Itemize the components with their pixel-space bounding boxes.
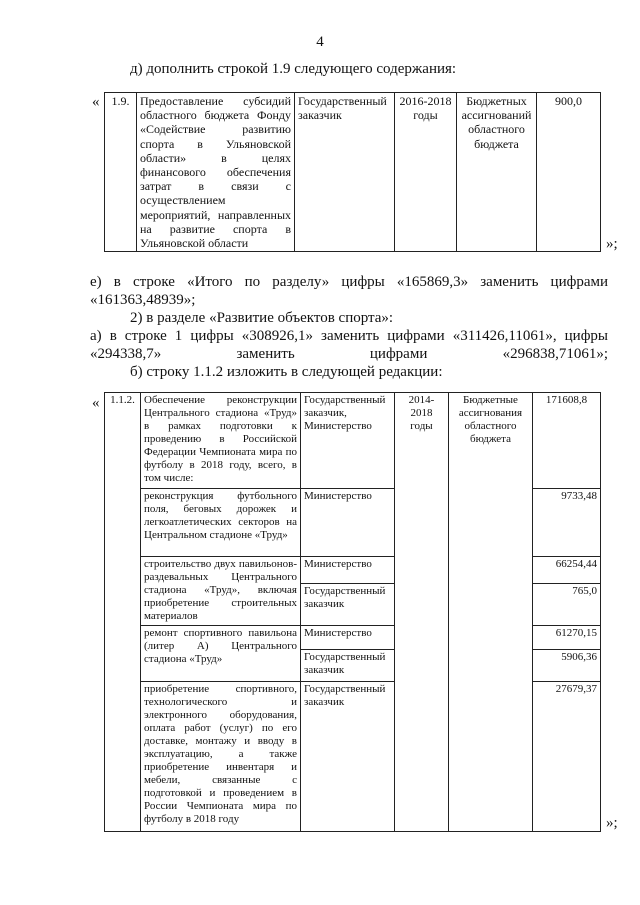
sub-row-amount: 9733,48 (533, 489, 601, 557)
para-a: а) в строке 1 цифры «308926,1» заменить цифрами «311426,11061», цифры «294338,7» заменить цифрами «296838,71061»; (90, 328, 608, 362)
table1 (104, 92, 601, 252)
sub-row-amount: 765,0 (533, 584, 601, 625)
sub-row-text: ремонт спортивного павильона (литер А) Центрального стадиона «Труд» (141, 625, 301, 681)
table1-row (105, 93, 601, 252)
sub-row-customer: Государственный заказчик (301, 584, 395, 625)
table2-source: Бюджетные ассигнования областного бюджета (449, 393, 533, 832)
sub-row-text: строительство двух павильонов-раздевальных Центрального стадиона «Труд», включая приобретение строительных материалов (141, 557, 301, 625)
intro-d: д) дополнить строкой 1.9 следующего содержания: (130, 61, 457, 77)
table1-open-quote: « (92, 94, 100, 110)
table1-years: 2016-2018 годы (395, 93, 457, 252)
sub-row-text: приобретение спортивного, технологического и электронного оборудования, оплата работ (услуг) по его доставке, монтажу и вводу в эксплуатацию, а также приобретение инвентаря и мебели, связанные с подготовкой и проведением в России Чемпионата мира по футболу в 2018 году (141, 681, 301, 831)
sub-row-customer: Министерство (301, 489, 395, 557)
table2-main-text: Обеспечение реконструкции Центрального стадиона «Труд» в рамках подготовки к проведению в Российской Федерации Чемпионата мира по футболу в 2018 году, всего, в том числе: (141, 393, 301, 489)
table2-main-amount: 171608,8 (533, 393, 601, 489)
sub-row-amount: 27679,37 (533, 681, 601, 831)
table1-text: Предоставление субсидий областного бюджета Фонду «Содействие развитию спорта в Ульяновской области» в целях финансового обеспечения затрат в связи с осуществлением мероприятий, направленных на развитие спорта в Ульяновской области (137, 93, 295, 252)
sub-row-customer: Министерство (301, 557, 395, 584)
table2-main-row (105, 393, 601, 489)
table2-years: 2014-2018 годы (395, 393, 449, 832)
para-e: е) в строке «Итого по разделу» цифры «165869,3» заменить цифрами «161363,48939»; (90, 274, 608, 308)
page-number: 4 (316, 34, 324, 50)
sub-row-text: реконструкция футбольного поля, беговых дорожек и легкоатлетических секторов на Центральном стадионе «Труд» (141, 489, 301, 557)
table2-open-quote: « (92, 395, 100, 411)
sub-row-customer: Министерство (301, 625, 395, 649)
para-2: 2) в разделе «Развитие объектов спорта»: (130, 310, 394, 326)
table1-amount: 900,0 (537, 93, 601, 252)
table1-customer: Государственный заказчик (295, 93, 395, 252)
sub-row-amount: 5906,36 (533, 649, 601, 681)
sub-row-amount: 61270,15 (533, 625, 601, 649)
table2-close: »; (606, 815, 618, 831)
table2-main-customer: Государственный заказчик, Министерство (301, 393, 395, 489)
table2-num: 1.1.2. (105, 393, 141, 832)
sub-row-customer: Государственный заказчик (301, 649, 395, 681)
table2 (104, 392, 601, 832)
sub-row-customer: Государственный заказчик (301, 681, 395, 831)
para-b: б) строку 1.1.2 изложить в следующей редакции: (130, 364, 443, 380)
sub-row-amount: 66254,44 (533, 557, 601, 584)
table1-close: »; (606, 236, 618, 252)
table1-source: Бюджетных ассигнований областного бюджета (457, 93, 537, 252)
table1-num: 1.9. (105, 93, 137, 252)
